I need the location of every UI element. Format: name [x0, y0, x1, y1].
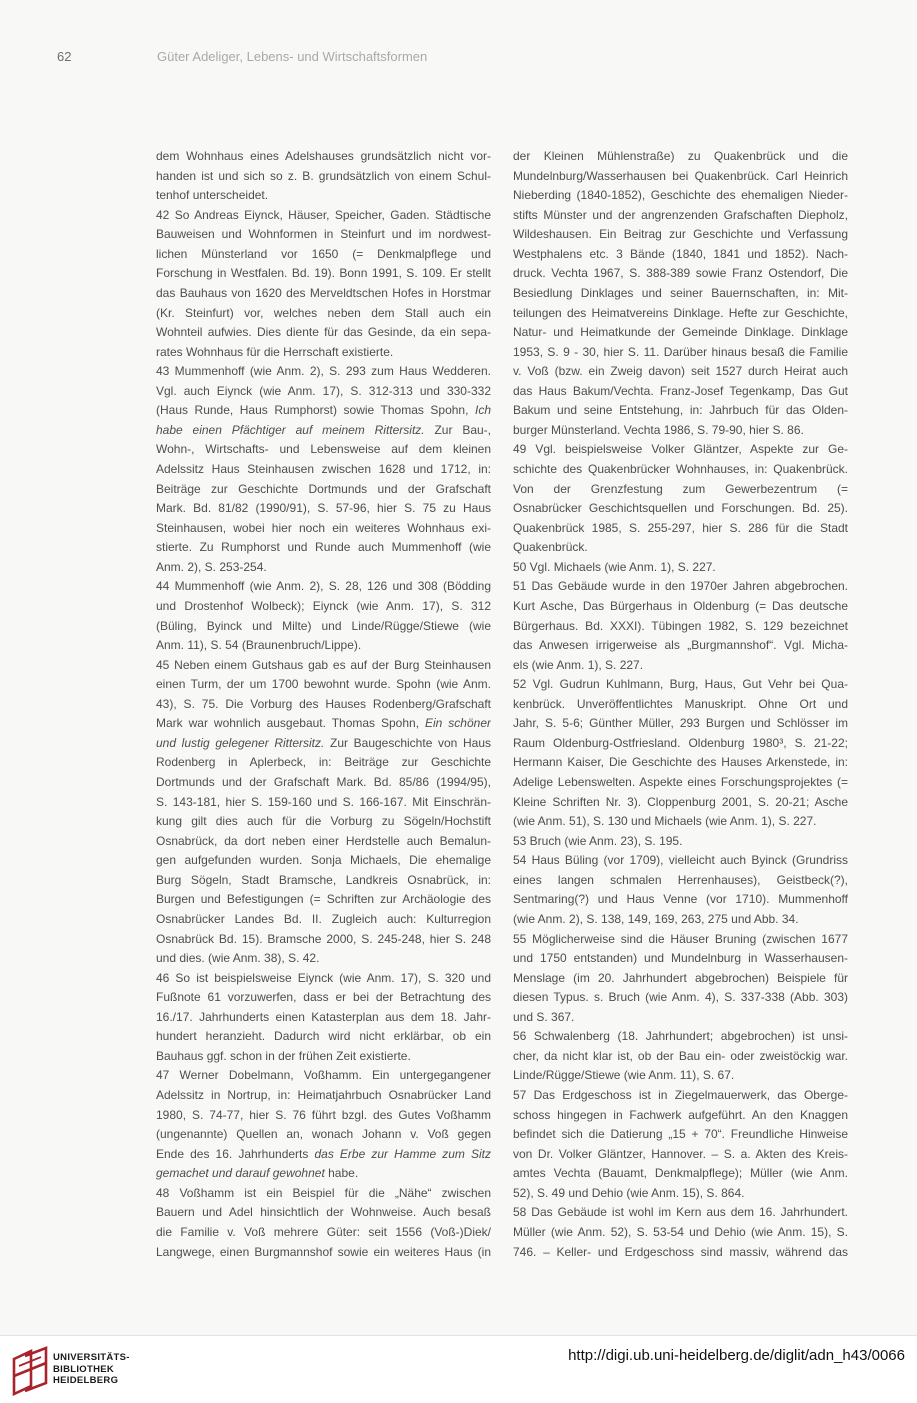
footnote — [513, 930, 848, 1028]
footnote — [156, 969, 491, 1067]
text-line — [156, 401, 491, 421]
text-line: Sentmaring(?) und Haus Venne (vor 1710). Mummenhoff — [513, 892, 848, 907]
text-line: Fußnote 61 vorzuwerfen, dass er bei der Betrachtung des — [156, 990, 491, 1005]
digitization-footer — [0, 1335, 917, 1403]
text-line: burger Münsterland. Vechta 1986, S. 79-90, hier S. 86. — [513, 422, 804, 437]
text-line: der Kleinen Mühlenstraße) zu Quakenbrück und die — [513, 149, 848, 163]
text-line: Nieberding (1840-1852), Geschichte des ehemaligen Nieder- — [513, 188, 848, 203]
text-line: lichen Münsterland vor 1650 (= Denkmalpflege und — [156, 246, 491, 261]
text-line: Jahr, S. 5-6; Günther Müller, 293 Burgen und Schlösser im — [513, 716, 848, 731]
text-line: Adelssitz Haus Steinhausen zwischen 1628 und 1712, in: — [156, 462, 491, 476]
text-line: 43 Mummenhoff (wie Anm. 2), S. 293 zum Haus Wedderen. — [156, 364, 491, 379]
text-line: Osnabrück, da dort neben einer Herdstelle auch Bemalun- — [156, 833, 491, 848]
text-line: eines langen schmalen Herrenhauses), Geistbeck(?), — [513, 872, 848, 887]
italic-title-segment: das Erbe zur Hamme zum Sitz — [314, 1146, 491, 1161]
italic-title-segment: Ich — [474, 403, 491, 418]
library-name — [53, 1352, 130, 1387]
text-line: 46 So ist beispielsweise Eiynck (wie Anm. 17), S. 320 und — [156, 970, 491, 985]
text-line — [156, 714, 491, 734]
text-segment: (Haus Runde, Haus Rumphorst) sowie Thomas Spohn, — [156, 403, 475, 418]
text-line: 57 Das Erdgeschoss ist in Ziegelmauerwerk, das Oberge- — [513, 1088, 848, 1102]
library-name-line: BIBLIOTHEK — [53, 1363, 115, 1375]
text-line: und 1750 entstanden) und Mundelnburg in Wasserhausen- — [513, 951, 848, 966]
text-line: 16./17. Jahrhunderts einen Katasterplan aus dem 18. Jahr- — [156, 1009, 491, 1024]
text-line: 48 Voßhamm ist ein Beispiel für die „Nähe“ zwischen — [156, 1185, 491, 1200]
text-line: kenbrück. Unveröffentlichtes Manuskript. Ohne Ort und — [513, 696, 848, 711]
text-line: Anm. 11), S. 54 (Braunenbruch/Lippe). — [156, 638, 362, 653]
text-line: (Kr. Steinfurt) vor, welches neben dem Stall auch ein — [156, 305, 491, 320]
footnote — [156, 206, 491, 363]
footnote — [513, 1086, 848, 1203]
library-name-line: HEIDELBERG — [53, 1375, 119, 1386]
footnote — [513, 675, 848, 832]
text-line: Steinhausen, wobei hier noch ein weiteres Wohnhaus exi- — [156, 520, 491, 535]
text-line: 43), S. 75. Die Vorburg des Hauses Rodenberg/Grafschaft — [156, 696, 491, 711]
text-line: diesen Typus. s. Bruch (wie Anm. 4), S. 337-338 (Abb. 303) — [513, 990, 848, 1005]
left-footnote-column — [156, 147, 491, 1262]
text-line: Burgen und Befestigungen (= Schriften zur Archäologie des — [156, 892, 491, 907]
text-line: das Bauhaus von 1620 des Merveldtschen Hofes in Horstmar — [156, 285, 491, 300]
text-line: 49 Vgl. beispielsweise Volker Gläntzer, Aspekte zur Ge- — [513, 442, 848, 457]
text-line: Osnabrücker Geschichtsquellen und Forschungen. Bd. 25). — [513, 501, 848, 516]
text-line: 746. – Keller- und Erdgeschoss sind massiv, während das — [513, 1244, 848, 1259]
text-line: Wildeshausen. Ein Beitrag zur Geschichte und Verfassung — [513, 227, 848, 242]
text-segment: Zur Bau-, — [424, 422, 491, 437]
text-line: Osnabrücker Landes Bd. II. Zugleich auch: Kulturregion — [156, 911, 491, 926]
text-line: Bakum und seine Entstehung, in: Jahrbuch für das Olden- — [513, 403, 848, 418]
text-line: und S. 367. — [513, 1009, 575, 1024]
text-line: Langwege, einen Burgmannshof sowie ein weiteres Haus (in — [156, 1244, 491, 1259]
italic-title-segment: Ein schöner — [425, 716, 491, 731]
footnote — [156, 656, 491, 969]
text-line: teilungen des Heimatvereins Dinklage. Hefte zur Geschichte, — [513, 305, 848, 320]
text-line: Dortmunds und der Grafschaft Mark. Bd. 85/86 (1994/95), — [156, 775, 491, 789]
text-line: 45 Neben einem Gutshaus gab es auf der Burg Steinhausen — [156, 657, 491, 672]
text-line: Hermann Kaiser, Die Geschichte des Hauses Arkenstede, in: — [513, 755, 848, 770]
footnote — [513, 832, 848, 852]
text-line: Bauhaus ggf. schon in der frühen Zeit existierte. — [156, 1048, 411, 1063]
text-line: das Anwesen irrigerweise als „Burgmannshof“. Vgl. Micha- — [513, 638, 848, 653]
page-number: 62 — [57, 49, 72, 64]
text-line: Kleine Schriften Nr. 3). Cloppenburg 2001, S. 20-21; Asche — [513, 794, 848, 809]
text-line: Raum Oldenburg-Ostfriesland. Oldenburg 1980³, S. 21-22; — [513, 735, 848, 750]
text-line: befindet sich die Datierung „15 + 70“. Freundliche Hinweise — [513, 1127, 848, 1142]
italic-title-segment: gemachet und darauf gewohnet — [156, 1166, 325, 1181]
text-segment: Zur Baugeschichte von Haus — [324, 735, 491, 750]
text-line: Von der Grenzfestung zum Gewerbezentrum (= — [513, 481, 848, 496]
footnote — [513, 577, 848, 675]
text-segment: Mark war wohnlich ausgebaut. Thomas Spohn, — [156, 716, 425, 731]
text-line: cher, da nicht klar ist, ob der Bau ein- oder zweistöckig war. — [513, 1048, 848, 1063]
text-line: Natur- und Heimatkunde der Gemeinde Dinklage. Dinklage — [513, 325, 848, 340]
text-line: tenhof unterscheidet. — [156, 188, 269, 203]
text-line: Bauweisen und Wohnformen in Steinfurt und im nordwest- — [156, 227, 491, 242]
library-name-line: UNIVERSITÄTS- — [53, 1352, 130, 1363]
footnote — [156, 577, 491, 655]
text-line: schoss hingegen in Fachwerk aufgeführt. An den Knaggen — [513, 1107, 848, 1122]
right-footnote-column — [513, 147, 848, 1262]
text-line: 51 Das Gebäude wurde in den 1970er Jahren abgebrochen. — [513, 579, 848, 594]
text-line: (ungenannte) Quellen an, wonach Johann v. Voß gegen — [156, 1127, 491, 1142]
text-line: S. 143-181, hier S. 159-160 und S. 166-167. Mit Einschrän- — [156, 794, 491, 809]
text-line: gen aufgefunden wurden. Sonja Michaels, Die ehemalige — [156, 853, 491, 868]
text-line: Anm. 2), S. 253-254. — [156, 559, 267, 574]
text-line: Adelige Lebenswelten. Aspekte eines Forschungsprojektes (= — [513, 775, 848, 789]
text-line: 42 So Andreas Eiynck, Häuser, Speicher, Gaden. Städtische — [156, 207, 491, 222]
text-line: Besiedlung Dinklages und seiner Bauernschaften, in: Mit- — [513, 285, 848, 300]
text-line: Quakenbrück. — [513, 540, 588, 555]
text-line: Wohn-, Wirtschafts- und Lebensweise auf dem kleinen — [156, 442, 491, 457]
italic-title-segment: und lustig gelegener Rittersitz. — [156, 735, 325, 750]
text-line: Bürgerhaus. Bd. XXXI). Tübingen 1982, S. 129 bezeichnet — [513, 618, 848, 633]
text-line: und Drostenhof Wolbeck); Eiynck (wie Anm. 17), S. 312 — [156, 598, 491, 613]
footnote — [513, 558, 848, 578]
text-line: 47 Werner Dobelmann, Voßhamm. Ein untergegangener — [156, 1068, 491, 1083]
text-line: 52), S. 49 und Dehio (wie Anm. 15), S. 864. — [513, 1185, 745, 1200]
text-line: handen ist und sich so z. B. grundsätzlich von einem Schul- — [156, 168, 491, 183]
text-line: Westphalens etc. 3 Bände (1840, 1841 und 1852). Nach- — [513, 246, 848, 261]
text-line: Beiträge zur Geschichte Dortmunds und der Grafschaft — [156, 481, 491, 496]
text-line: Adelssitz in Nortrup, in: Heimatjahrbuch Osnabrücker Land — [156, 1088, 491, 1102]
text-line: (wie Anm. 2), S. 138, 149, 169, 263, 275 und Abb. 34. — [513, 911, 799, 926]
text-line: Kurt Asche, Das Bürgerhaus in Oldenburg (= Das deutsche — [513, 598, 848, 613]
text-line — [156, 734, 491, 754]
text-line: 56 Schwalenberg (18. Jahrhundert; abgebrochen) ist unsi- — [513, 1029, 848, 1044]
footnote — [156, 1184, 491, 1262]
text-line: stierte. Zu Rumphorst und Runde auch Mummenhoff (wie — [156, 540, 491, 555]
text-line: Mundelnburg/Wasserhausen bei Quakenbrück. Carl Heinrich — [513, 168, 848, 183]
text-line: 1953, S. 9 - 30, hier S. 11. Darüber hinaus besaß die Familie — [513, 344, 848, 359]
text-line: Vgl. auch Eiynck (wie Anm. 17), S. 312-313 und 330-332 — [156, 383, 491, 398]
footnote — [513, 851, 848, 929]
text-line: rates Wohnhaus für die Herrschaft existierte. — [156, 344, 394, 359]
running-title: Güter Adeliger, Lebens- und Wirtschaftsformen — [157, 49, 428, 64]
text-line: (wie Anm. 51), S. 130 und Michaels (wie Anm. 1), S. 227. — [513, 814, 817, 829]
text-line: von Dr. Volker Gläntzer, Hannover. – S. a. Akten des Kreis- — [513, 1146, 848, 1161]
text-line: 58 Das Gebäude ist wohl im Kern aus dem 16. Jahrhundert. — [513, 1205, 848, 1220]
text-line: einen Turm, der um 1700 bewohnt wurde. Spohn (wie Anm. — [156, 677, 491, 692]
source-url: http://digi.ub.uni-heidelberg.de/diglit/adn_h43/0066 — [568, 1347, 905, 1364]
text-line: Forschung in Westfalen. Bd. 19). Bonn 1991, S. 109. Er stellt — [156, 266, 491, 281]
text-line: schichte des Quakenbrücker Wohnhauses, in: Quakenbrück. — [513, 462, 848, 476]
footnote — [513, 147, 848, 440]
text-line: Müller (wie Anm. 52), S. 53-54 und Dehio (wie Anm. 15), S. — [513, 1224, 848, 1239]
text-line: und dies. (wie Anm. 38), S. 42. — [156, 951, 320, 966]
text-line: (Büling, Byinck und Milte) und Linde/Rügge/Stiewe (wie — [156, 618, 491, 633]
text-line: stifts Münster und der angrenzenden Grafschaften Diepholz, — [513, 207, 848, 222]
text-line: Rodenberg in Aplerbeck, in: Beiträge zur Geschichte — [156, 755, 491, 770]
text-line: Osnabrück Bd. 15). Bramsche 2000, S. 245-248, hier S. 248 — [156, 931, 491, 946]
text-line: Wohnteil aufwies. Dies diente für das Gesinde, da ein sepa- — [156, 325, 491, 340]
text-line: 53 Bruch (wie Anm. 23), S. 195. — [513, 833, 683, 848]
italic-title-segment: habe einen Pfächtiger auf meinem Rittersitz. — [156, 422, 425, 437]
text-line: Linde/Rügge/Stiewe (wie Anm. 11), S. 67. — [513, 1068, 735, 1083]
text-line: v. Voß (bzw. ein Zweig davon) seit 1527 durch Heirat auch — [513, 364, 848, 379]
text-line — [156, 421, 491, 441]
text-line: Bauern und Adel hinsichtlich der Wohnweise. Auch besaß — [156, 1205, 491, 1220]
text-line: Quakenbrück 1985, S. 255-297, hier S. 286 für die Stadt — [513, 520, 848, 535]
text-line: das Haus Bakum/Vechta. Franz-Josef Tegenkamp, Das Gut — [513, 383, 848, 398]
text-line: druck. Vechta 1967, S. 388-389 sowie Franz Ostendorf, Die — [513, 266, 848, 281]
text-line: dem Wohnhaus eines Adelshauses grundsätzlich nicht vor- — [156, 149, 491, 163]
text-line: 44 Mummenhoff (wie Anm. 2), S. 28, 126 und 308 (Bödding — [156, 579, 491, 594]
text-line: hundert heranzieht. Dadurch wird nicht erklärbar, ob ein — [156, 1029, 491, 1044]
text-segment: habe. — [324, 1166, 359, 1181]
text-line — [156, 1145, 491, 1165]
footnote — [156, 147, 491, 206]
text-line: Menslage (im 20. Jahrhundert abgebrochen) Beispiele für — [513, 970, 848, 985]
text-line: els (wie Anm. 1), S. 227. — [513, 657, 644, 672]
text-line: 1980, S. 74-77, hier S. 76 führt bzgl. des Gutes Voßhamm — [156, 1107, 491, 1122]
text-line: amtes Vechta (Bauamt, Denkmalpflege); Müller (wie Anm. — [513, 1166, 848, 1181]
text-line: die Familie v. Voß mehrere Güter: seit 1556 (Voß-)Diek/ — [156, 1224, 491, 1239]
footnote — [156, 1066, 491, 1183]
text-line: kung gilt dies auch für die Vorburg zu Sögeln/Hochstift — [156, 814, 491, 829]
footnote — [513, 1203, 848, 1262]
text-line — [156, 1164, 491, 1184]
footnote — [513, 440, 848, 557]
text-line: 54 Haus Büling (vor 1709), vielleicht auch Byinck (Grundriss — [513, 853, 848, 868]
footnote — [513, 1027, 848, 1086]
text-line: 52 Vgl. Gudrun Kuhlmann, Burg, Haus, Gut Vehr bei Qua- — [513, 677, 848, 692]
text-line: Mark. Bd. 81/82 (1990/91), S. 57-96, hier S. 75 zu Haus — [156, 501, 491, 516]
text-line: Burg Sögeln, Stadt Bramsche, Landkreis Osnabrück, in: — [156, 872, 491, 887]
text-line: 55 Möglicherweise sind die Häuser Bruning (zwischen 1677 — [513, 931, 848, 946]
text-segment: Ende des 16. Jahrhunderts — [156, 1146, 315, 1161]
library-logo-icon — [10, 1346, 50, 1396]
footnote — [156, 362, 491, 577]
text-line: 50 Vgl. Michaels (wie Anm. 1), S. 227. — [513, 559, 716, 574]
